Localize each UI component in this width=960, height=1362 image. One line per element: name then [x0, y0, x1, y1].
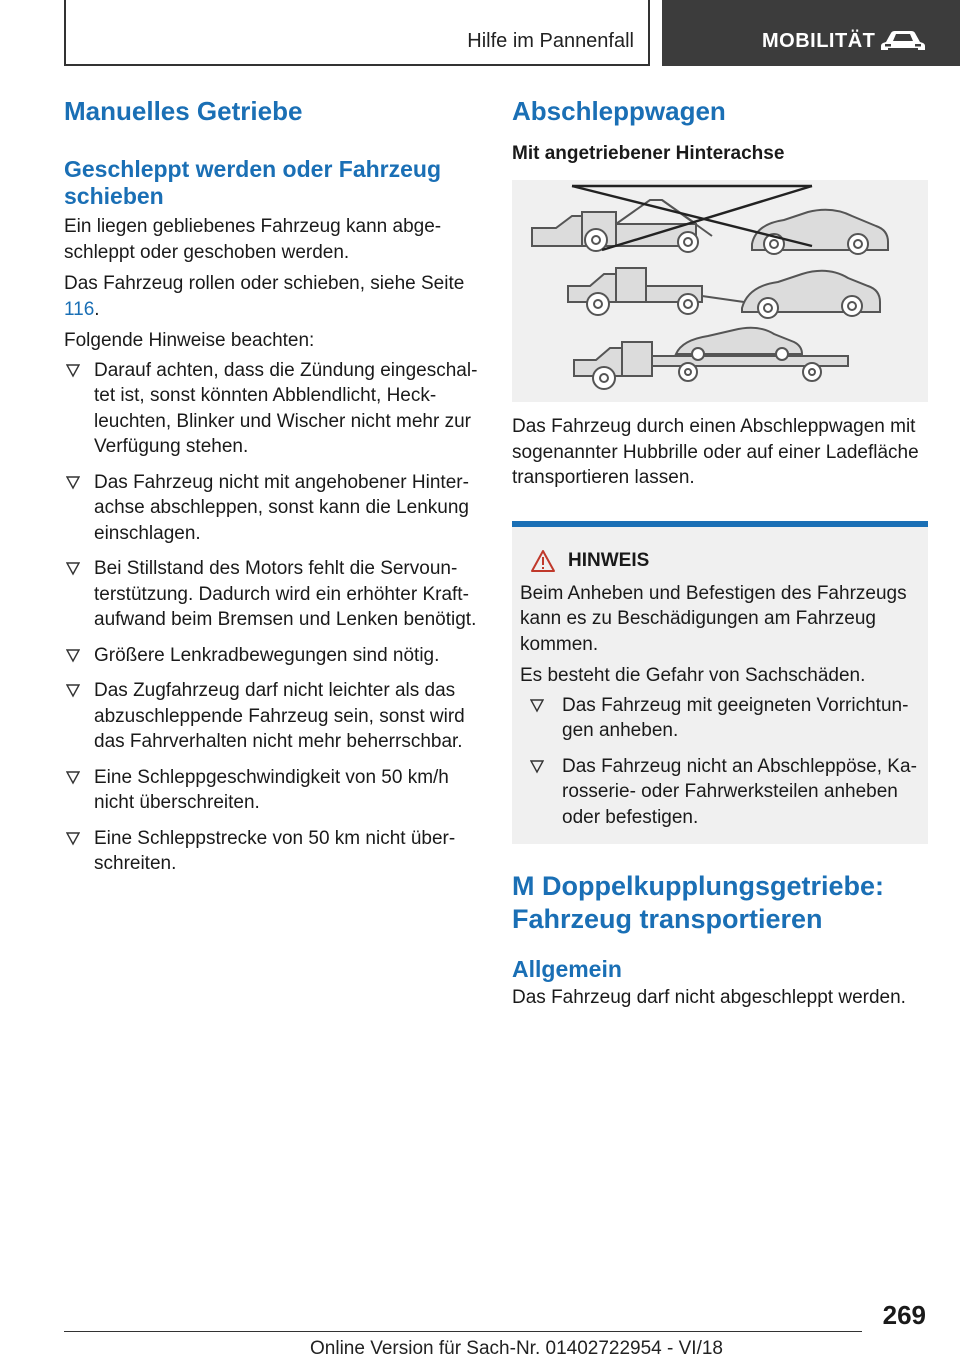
heading-manual-gearbox: Manuelles Getriebe [64, 96, 303, 126]
list-item-text: Das Fahrzeug mit geeigneten Vorrichtungen anheben. [562, 694, 909, 741]
header-chapter-title: MOBILITÄT [762, 30, 876, 52]
list-item [64, 826, 480, 877]
header-section-box [64, 0, 650, 66]
notice-paragraph-1: Beim Anheben und Befestigen des Fahrzeugs kann es zu Beschädigungen am Fahrzeug kommen. [520, 582, 907, 655]
list-item [64, 765, 480, 816]
list-item-text: Darauf achten, dass die Zündung eingeschaltet ist, sonst könnten Abblendlicht, Heckleuchten, Blinker und Wischer nicht mehr zur Verfügung stehen. [94, 359, 478, 457]
list-item-text: Größere Lenkradbewegungen sind nötig. [94, 644, 440, 666]
header-section-title: Hilfe im Pannenfall [467, 30, 634, 52]
list-item-text: Eine Schleppgeschwindigkeit von 50 km/h nicht überschreiten. [94, 766, 449, 813]
left-column [64, 96, 480, 877]
list-item [64, 643, 480, 669]
triangle-bullet-icon [66, 562, 80, 576]
notice-title: HINWEIS [568, 549, 650, 571]
list-item-text: Das Fahrzeug nicht mit angehobener Hinterachse abschleppen, sonst kann die Lenkung einschlagen. [94, 471, 469, 544]
heading-towing-pushing: Geschleppt werden oder Fahrzeug schieben [64, 156, 442, 209]
list-item-text: Bei Stillstand des Motors fehlt die Servounterstützung. Dadurch wird ein erhöhter Kraftaufwand beim Bremsen und Lenken benötigt. [94, 558, 477, 630]
towing-illustration-graphic [512, 180, 928, 402]
paragraph-notes-intro: Folgende Hinweise beachten: [64, 330, 315, 351]
heading-tow-truck: Abschleppwagen [512, 96, 726, 126]
page-reference-link[interactable]: 116 [64, 298, 95, 320]
paragraph-no-towing: Das Fahrzeug darf nicht abgeschleppt werden. [512, 987, 906, 1008]
notes-list [64, 358, 480, 877]
list-item [64, 678, 480, 755]
list-item-text: Das Zugfahrzeug darf nicht leichter als das abzuschleppende Fahrzeug sein, sonst wird das Fahrverhalten nicht mehr beherrschbar. [94, 680, 465, 752]
paragraph-intro: Ein liegen gebliebenes Fahrzeug kann abgeschleppt oder geschoben werden. [64, 216, 442, 263]
triangle-bullet-icon [66, 771, 80, 785]
triangle-bullet-icon [66, 364, 80, 378]
triangle-bullet-icon [66, 684, 80, 698]
triangle-bullet-icon [66, 649, 80, 663]
triangle-bullet-icon [530, 699, 544, 713]
triangle-bullet-icon [66, 832, 80, 846]
list-item [64, 358, 480, 460]
list-item [528, 754, 920, 831]
list-item [64, 556, 480, 633]
subheading-rear-axle: Mit angetriebener Hinterachse [512, 143, 785, 164]
footer-divider [64, 1331, 862, 1332]
warning-notice [512, 521, 928, 845]
list-item [64, 470, 480, 547]
paragraph-see-page [64, 271, 480, 322]
notice-list [520, 693, 920, 831]
footer-version-text: Online Version für Sach-Nr. 01402722954 - VI/18 [310, 1338, 723, 1359]
paragraph-see-page-text: Das Fahrzeug rollen oder schieben, siehe Seite [64, 273, 465, 294]
right-column [512, 96, 928, 1011]
notice-header [520, 549, 920, 573]
list-item-text: Eine Schleppstrecke von 50 km nicht überschreiten. [94, 827, 456, 874]
list-item-text: Das Fahrzeug nicht an Abschleppöse, Karosserie- oder Fahrwerksteilen anheben oder befestigen. [562, 755, 917, 828]
header-chapter-tab [662, 0, 960, 66]
heading-general: Allgemein [512, 956, 622, 982]
notice-paragraph-2: Es besteht die Gefahr von Sachschäden. [520, 665, 866, 686]
car-icon [880, 28, 926, 54]
towing-illustration [512, 180, 928, 402]
heading-dual-clutch: M Doppelkupplungsgetriebe: Fahrzeug transportieren [512, 871, 885, 934]
page-number: 269 [882, 1300, 926, 1330]
triangle-bullet-icon [66, 476, 80, 490]
triangle-bullet-icon [530, 760, 544, 774]
list-item [528, 693, 920, 744]
illustration-caption: Das Fahrzeug durch einen Abschleppwagen mit sogenannter Hubbrille oder auf einer Ladefläche transportieren lassen. [512, 416, 919, 488]
paragraph-see-page-end: . [94, 298, 100, 320]
warning-triangle-icon [530, 549, 556, 573]
